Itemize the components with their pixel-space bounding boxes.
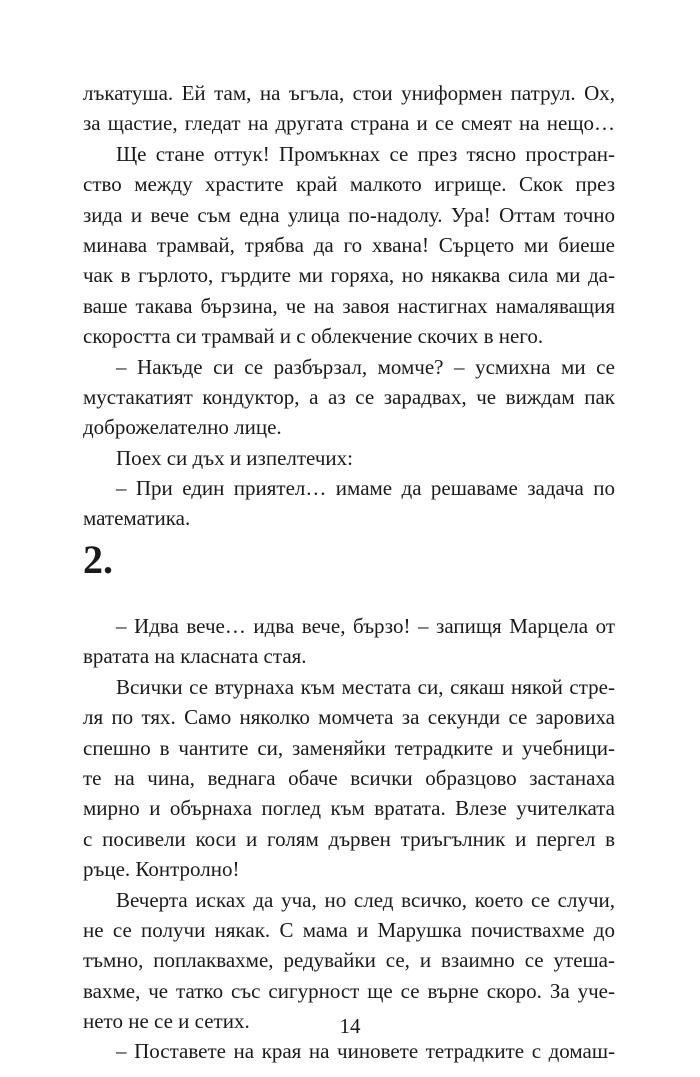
text-line: Поех си дъх и изпелтечих: <box>116 445 353 470</box>
text-line: ваше такава бързина, че на завоя настигнах намаляващия <box>83 293 615 318</box>
text-line: не се получи някак. С мама и Марушка почиствахме до <box>83 917 615 942</box>
page-number: 14 <box>339 1014 361 1038</box>
text-line: – Поставете на края на чиновете тетрадките с домаш- <box>116 1039 615 1064</box>
text-line: мустакатият кондуктор, а аз се зарадвах, че виждам пак <box>83 384 615 409</box>
text-block-1 <box>83 78 615 534</box>
text-block-2 <box>83 611 615 1067</box>
text-line: за щастие, гледат на другата страна и се смеят на нещо… <box>83 111 615 136</box>
text-line: ръце. Контролно! <box>83 857 240 882</box>
chapter-heading: 2. <box>83 537 113 582</box>
text-line: доброжелателно лице. <box>83 415 282 440</box>
text-line: чак в гърлото, гърдите ми горяха, но някаква сила ми да- <box>83 263 615 288</box>
text-line: Вечерта исках да уча, но след всичко, което се случи, <box>116 887 615 912</box>
text-line: минава трамвай, трябва да го хвана! Сърцето ми биеше <box>83 232 615 257</box>
text-line: с посивели коси и голям дървен триъгълник и пергел в <box>83 826 615 851</box>
text-line: спешно в чантите си, заменяйки тетрадките и учебници- <box>83 735 615 760</box>
text-line: тъмно, поплаквахме, редувайки се, и взаимно се утеша- <box>83 948 615 973</box>
text-line: вахме, че татко със сигурност ще се върне скоро. За уче- <box>83 978 615 1003</box>
text-line: лъкатуша. Ей там, на ъгъла, стои униформен патрул. Ох, <box>83 81 615 105</box>
text-line: вратата на класната стая. <box>83 644 307 669</box>
text-line: ля по тях. Само няколко момчета за секунди се заровиха <box>83 705 615 730</box>
text-line: математика. <box>83 506 191 531</box>
text-line: мирно и обърнаха поглед към вратата. Влезе учителката <box>83 796 615 821</box>
text-line: нето не се и сетих. <box>83 1009 250 1034</box>
text-line: зида и вече съм една улица по-надолу. Ура! Оттам точно <box>83 202 615 227</box>
text-line: скоростта си трамвай и с облекчение скочих в него. <box>83 324 544 349</box>
text-line: Ще стане оттук! Промъкнах се през тясно простран- <box>116 141 615 166</box>
text-line: – Накъде си се разбързал, момче? – усмихна ми се <box>116 354 615 379</box>
text-line: те на чина, веднага обаче всички образцово застанаха <box>83 765 615 790</box>
text-line: ство между храстите край малкото игрище. Скок през <box>83 172 615 197</box>
text-line: Всички се втурнаха към местата си, сякаш някой стре- <box>116 674 615 699</box>
text-line: – При един приятел… имаме да решаваме задача по <box>116 476 615 501</box>
text-line: – Идва вече… идва вече, бързо! – запищя Марцела от <box>116 614 615 638</box>
